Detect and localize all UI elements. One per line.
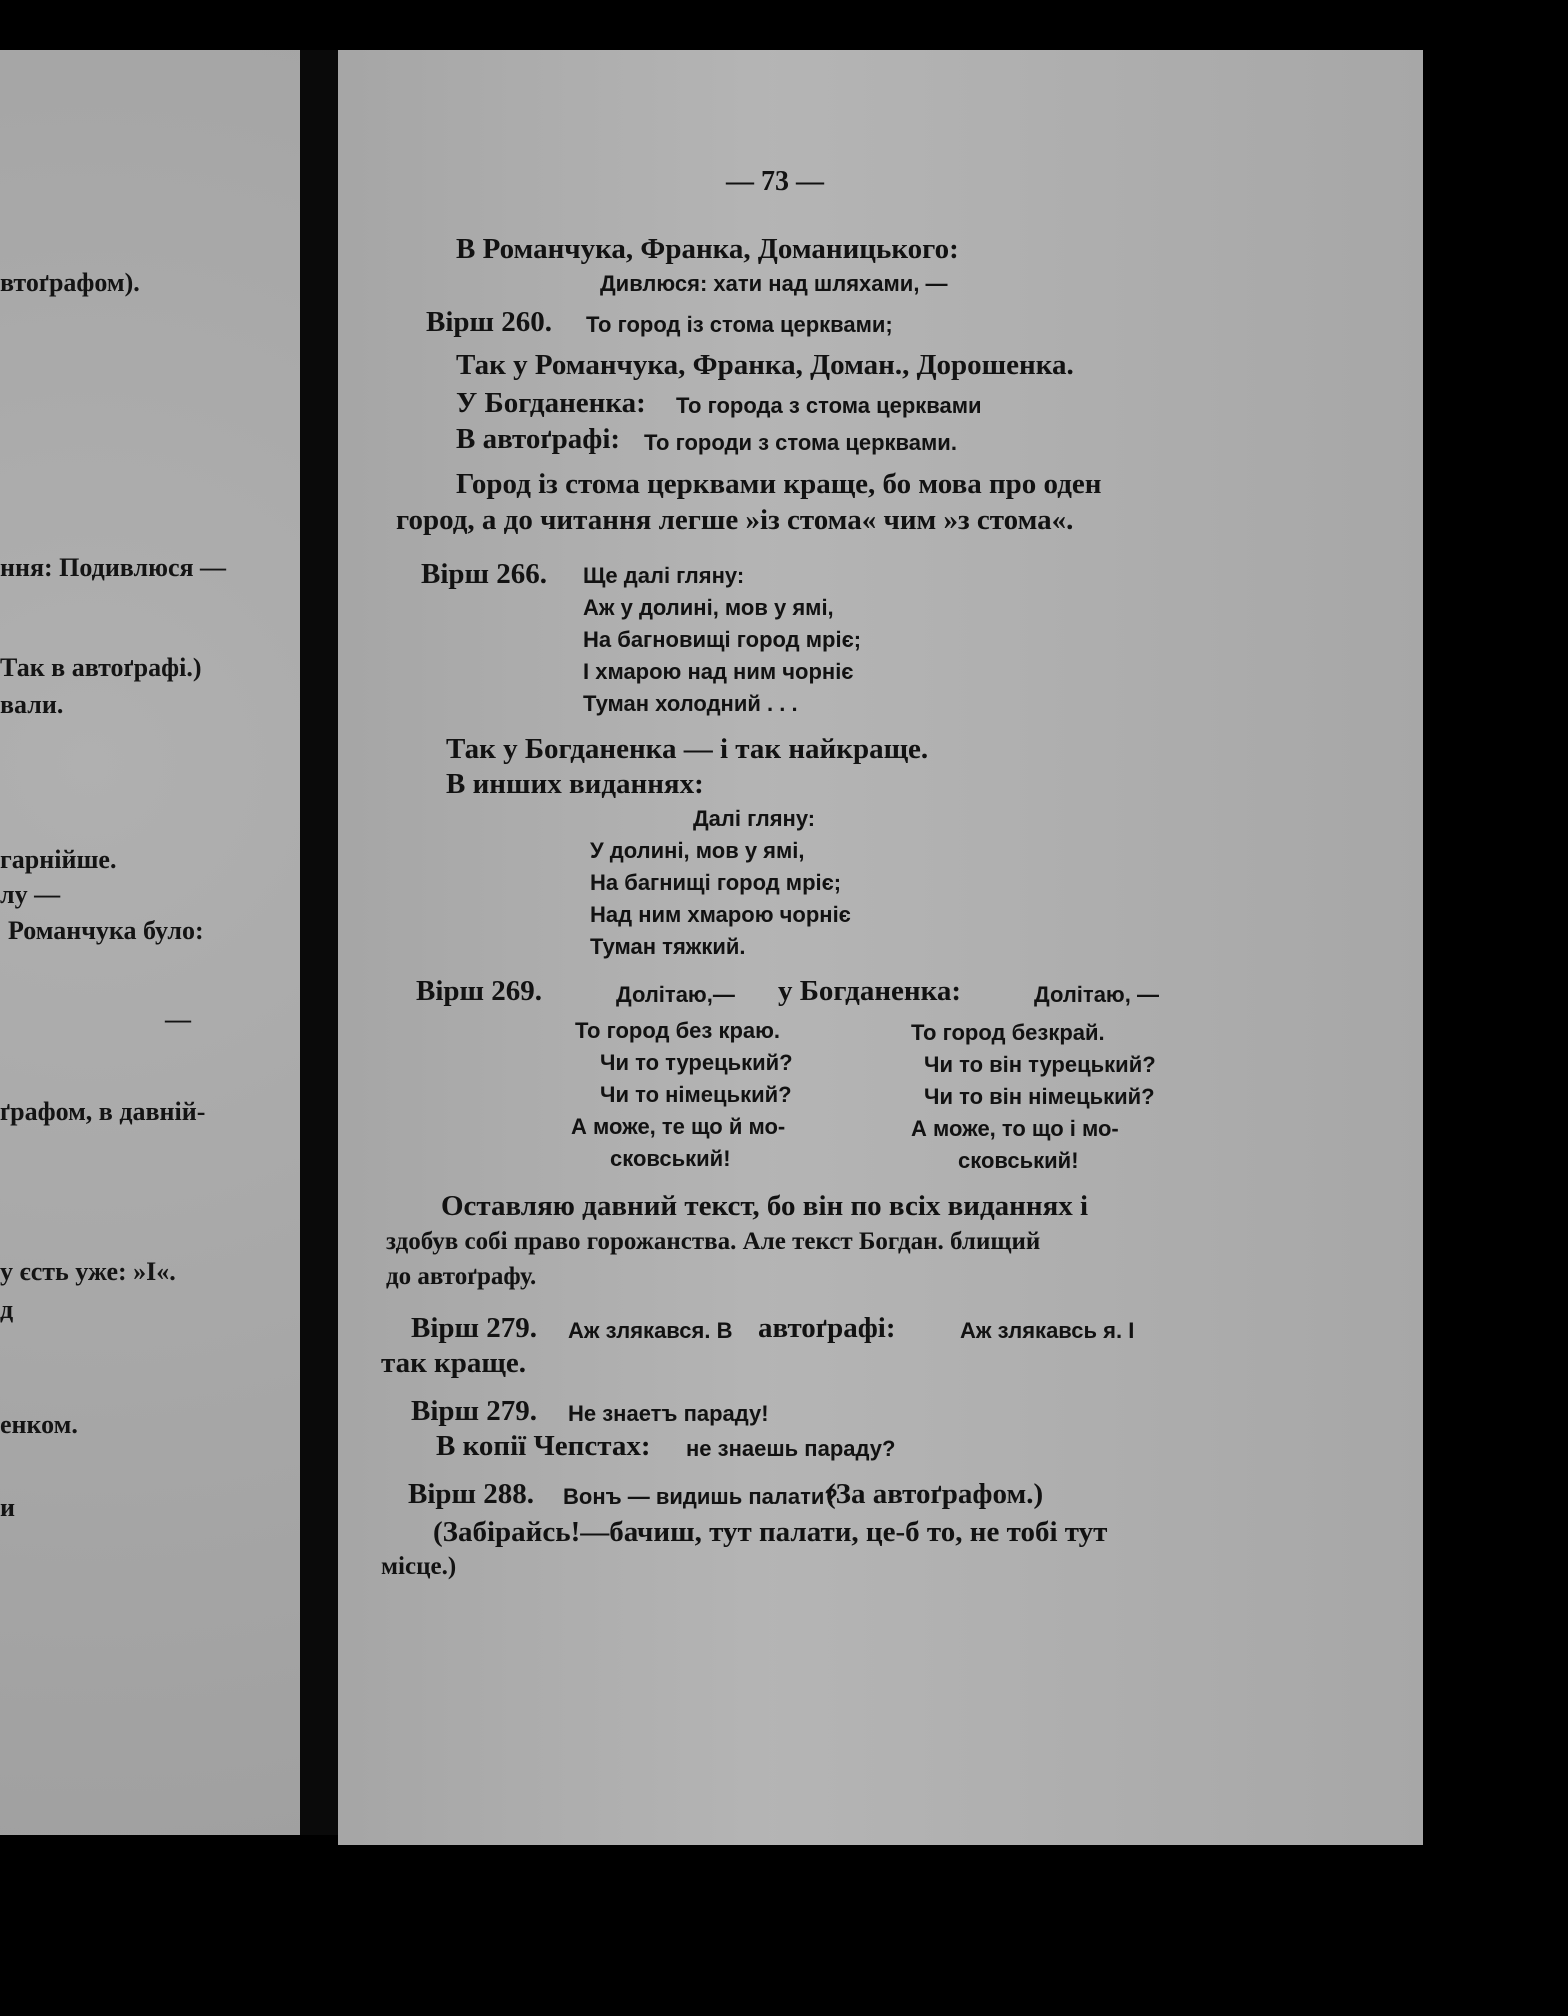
- text-line: Долітаю, —: [1034, 982, 1159, 1007]
- text-line: То город із стома церквами;: [586, 312, 893, 337]
- poem-line: Далі гляну:: [693, 806, 816, 831]
- text-line: Вонъ — видишь палати?: [563, 1484, 838, 1509]
- poem-line: Над ним хмарою чорніє: [590, 902, 851, 927]
- verse-label: Вірш 279.: [411, 1312, 538, 1344]
- left-line: д: [0, 1295, 14, 1324]
- text-line: В копії Чепстах:: [436, 1430, 651, 1462]
- text-line: здобув собі право горожанства. Але текст Богдан. блищий: [386, 1228, 1041, 1255]
- poem-line: Аж у долині, мов у ямі,: [583, 595, 834, 620]
- text-line: В Романчука, Франка, Доманицького:: [456, 233, 959, 265]
- text-line: у Богданенка:: [778, 975, 962, 1007]
- poem-line: Туман холодний . . .: [583, 691, 798, 716]
- text-line: Так у Романчука, Франка, Доман., Дорошенка.: [456, 349, 1074, 381]
- text-line: місце.): [381, 1553, 457, 1580]
- book-gutter: [300, 50, 338, 1835]
- text-line: Город із стома церквами краще, бо мова про оден: [456, 468, 1102, 500]
- text-line: Оставляю давний текст, бо він по всіх виданнях і: [441, 1190, 1089, 1222]
- text-line: автоґрафі:: [758, 1312, 896, 1344]
- left-page: [0, 50, 300, 1835]
- verse-label: Вірш 269.: [416, 975, 543, 1007]
- text-line: до автоґрафу.: [386, 1263, 537, 1290]
- right-page: [338, 50, 1423, 1845]
- verse-label: Вірш 288.: [408, 1478, 535, 1510]
- text-line: В автоґрафі:: [456, 423, 621, 455]
- text-line: не знаешь параду?: [686, 1436, 896, 1461]
- left-line: енком.: [0, 1410, 78, 1439]
- column-right-line: То город безкрай.: [911, 1020, 1105, 1045]
- text-line: город, а до читання легше »із стома« чим »з стома«.: [396, 504, 1074, 536]
- left-line: гарнійше.: [0, 845, 117, 874]
- left-line: вали.: [0, 690, 64, 719]
- text-line: Аж злякався. В: [568, 1318, 733, 1343]
- column-left-line: сковський!: [610, 1146, 731, 1171]
- text-line: (За автоґрафом.): [826, 1478, 1044, 1510]
- column-left-line: А може, те що й мо-: [571, 1114, 786, 1139]
- column-right-line: А може, то що і мо-: [911, 1116, 1119, 1141]
- left-line: ґрафом, в давній-: [0, 1097, 206, 1126]
- left-line: Так в автоґрафі.): [0, 653, 202, 682]
- text-line: (Забірайсь!—бачиш, тут палати, це-б то, не тобі тут: [433, 1516, 1108, 1548]
- column-right-line: Чи то він турецький?: [924, 1052, 1156, 1077]
- column-left-line: Чи то турецький?: [600, 1050, 793, 1075]
- verse-label: Вірш 279.: [411, 1395, 538, 1427]
- text-line: Дивлюся: хати над шляхами, —: [600, 271, 948, 296]
- left-line: втоґрафом).: [0, 268, 140, 297]
- poem-line: На багновищі город мріє;: [583, 627, 862, 652]
- left-line: у єсть уже: »І«.: [0, 1257, 176, 1286]
- column-left-line: Чи то німецький?: [600, 1082, 792, 1107]
- text-line: Долітаю,—: [616, 982, 735, 1007]
- text-line: В инших виданнях:: [446, 768, 704, 800]
- page-number: — 73 —: [726, 166, 824, 197]
- column-left-line: То город без краю.: [575, 1018, 781, 1043]
- column-right-line: Чи то він німецький?: [924, 1084, 1155, 1109]
- text-line: То города з стома церквами: [676, 393, 982, 418]
- verse-label: Вірш 260.: [426, 306, 553, 338]
- poem-line: У долині, мов у ямі,: [590, 838, 805, 863]
- poem-line: Туман тяжкий.: [590, 934, 746, 959]
- text-line: Так у Богданенка — і так найкраще.: [446, 733, 929, 765]
- poem-line: На багнищі город мріє;: [590, 870, 842, 895]
- poem-line: Ще далі гляну:: [583, 563, 745, 588]
- left-line: Романчука було:: [8, 916, 204, 945]
- left-line: —: [165, 1005, 191, 1034]
- left-line: и: [0, 1493, 15, 1522]
- text-line: То городи з стома церквами.: [644, 430, 957, 455]
- verse-label: Вірш 266.: [421, 558, 548, 590]
- text-line: Не знаетъ параду!: [568, 1401, 769, 1426]
- left-line: ння: Подивлюся —: [0, 553, 227, 582]
- left-line: лу —: [0, 880, 61, 909]
- poem-line: І хмарою над ним чорніє: [583, 659, 854, 684]
- column-right-line: сковський!: [958, 1148, 1079, 1173]
- text-line: так краще.: [381, 1347, 526, 1379]
- text-line: У Богданенка:: [456, 387, 646, 419]
- text-line: Аж злякавсь я. І: [960, 1318, 1135, 1343]
